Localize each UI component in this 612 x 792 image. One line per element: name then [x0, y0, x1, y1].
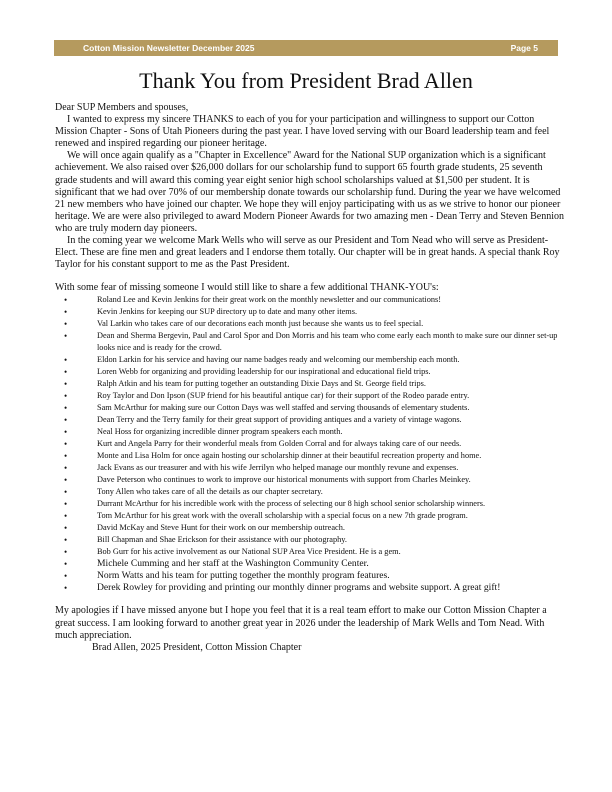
- list-item: • Derek Rowley for providing and printing our monthly dinner programs and website support. A great gift!: [55, 582, 565, 594]
- article-title: Thank You from President Brad Allen: [139, 68, 473, 93]
- paragraph: In the coming year we welcome Mark Wells who will serve as our President and Tom Nead who will serve as President-Elect. These are fine men and great leaders and I endorse them totally. Our chapter will be in great hands. A special thank Roy Taylor for his constant support to me as the Past President.: [55, 235, 560, 271]
- page-number: Page 5: [510, 43, 538, 53]
- newsletter-header-bar: [54, 40, 558, 56]
- list-item: • Kevin Jenkins for keeping our SUP directory up to date and many other items.: [55, 306, 565, 318]
- list-item: • Norm Watts and his team for putting together the monthly program features.: [55, 570, 565, 582]
- list-item: • Sam McArthur for making sure our Cotton Days was well staffed and serving thousands of elementary students.: [55, 402, 565, 414]
- list-item: • Tony Allen who takes care of all the details as our chapter secretary.: [55, 486, 565, 498]
- list-item: • Kurt and Angela Parry for their wonderful meals from Golden Corral and for always taking care of our needs.: [55, 438, 565, 450]
- article-body: [55, 102, 565, 654]
- list-item: • Bill Chapman and Shae Erickson for their assistance with our photography.: [55, 534, 565, 546]
- paragraph: I wanted to express my sincere THANKS to each of you for your participation and willingness to support our Cotton Mission Chapter - Sons of Utah Pioneers during the past year. I have loved serving with our Board leadership team and feel renewed and inspired regarding our pioneer heritage.: [55, 114, 550, 150]
- list-item: • Jack Evans as our treasurer and with his wife Jerrilyn who helped manage our monthly revune and expenses.: [55, 462, 565, 474]
- salutation: Dear SUP Members and spouses,: [55, 102, 189, 113]
- list-item: • Tom McArthur for his great work with the overall scholarship with a special focus on a new 7th grade program.: [55, 510, 565, 522]
- list-item: • Michele Cumming and her staff at the Washington Community Center.: [55, 558, 565, 570]
- list-item: • Dean Terry and the Terry family for their great support of providing antiques and a variety of vintage wagons.: [55, 414, 565, 426]
- list-item: • Eldon Larkin for his service and having our name badges ready and welcoming our membership each month.: [55, 354, 565, 366]
- list-item: • Loren Webb for organizing and providing leadership for our inspirational and educational field trips.: [55, 366, 565, 378]
- list-item: • Durrant McArthur for his incredible work with the process of selecting our 8 high school senior scholarship winners.: [55, 498, 565, 510]
- thanks-intro: With some fear of missing someone I would still like to share a few additional THANK-YOU's:: [55, 282, 439, 294]
- list-item: • David McKay and Steve Hunt for their work on our membership outreach.: [55, 522, 565, 534]
- list-item: • Neal Hoss for organizing incredible dinner program speakers each month.: [55, 426, 565, 438]
- list-item: • Monte and Lisa Holm for once again hosting our scholarship dinner at their beautiful recreation property and home.: [55, 450, 565, 462]
- closing-paragraph: My apologies if I have missed anyone but I hope you feel that it is a real team effort to make our Cotton Mission Chapter a great success. I am looking forward to another great year in 2026 under the leadership of Mark Wells and Tom Nead. With much appreciation.: [55, 605, 547, 641]
- list-item: • Dave Peterson who continues to work to improve our historical monuments with support from Charles Meinkey.: [55, 474, 565, 486]
- list-item: • Ralph Atkin and his team for putting together an outstanding Dixie Days and St. George field trips.: [55, 378, 565, 390]
- thanks-list: [55, 294, 565, 594]
- list-item: • Val Larkin who takes care of our decorations each month just because she wants us to feel special.: [55, 318, 565, 330]
- newsletter-title: Cotton Mission Newsletter December 2025: [83, 43, 255, 53]
- paragraph: We will once again qualify as a "Chapter in Excellence" Award for the National SUP organization which is a significant achievement. We also raised over $26,000 dollars for our scholarship fund to support 65 fourth grade students, 25 seventh grade students and will award this coming year eight senior high school scholarships valued at $1,500 per student. It is significant that we had over 70% of our membership donate towards our scholarship fund. During the year we have welcomed 21 new members who have joined our chapter. We hope they will enjoy participating with us as we strive to honor our pioneer heritage. We are were also privileged to award Modern Pioneer Awards for two amazing men - Dean Terry and Steven Bennion who are truly modern day pioneers.: [55, 150, 564, 234]
- list-item: • Bob Gurr for his active involvement as our National SUP Area Vice President. He is a gem.: [55, 546, 565, 558]
- list-item: • Dean and Sherma Bergevin, Paul and Carol Spor and Don Morris and his team who come early each month to make sure our dinner set-up looks nice and is ready for the crowd.: [55, 330, 565, 354]
- signature: Brad Allen, 2025 President, Cotton Mission Chapter: [92, 641, 302, 653]
- list-item: • Roy Taylor and Don Ipson (SUP friend for his beautiful antique car) for their support of the Rodeo parade entry.: [55, 390, 565, 402]
- list-item: • Roland Lee and Kevin Jenkins for their great work on the monthly newsletter and our communications!: [55, 294, 565, 306]
